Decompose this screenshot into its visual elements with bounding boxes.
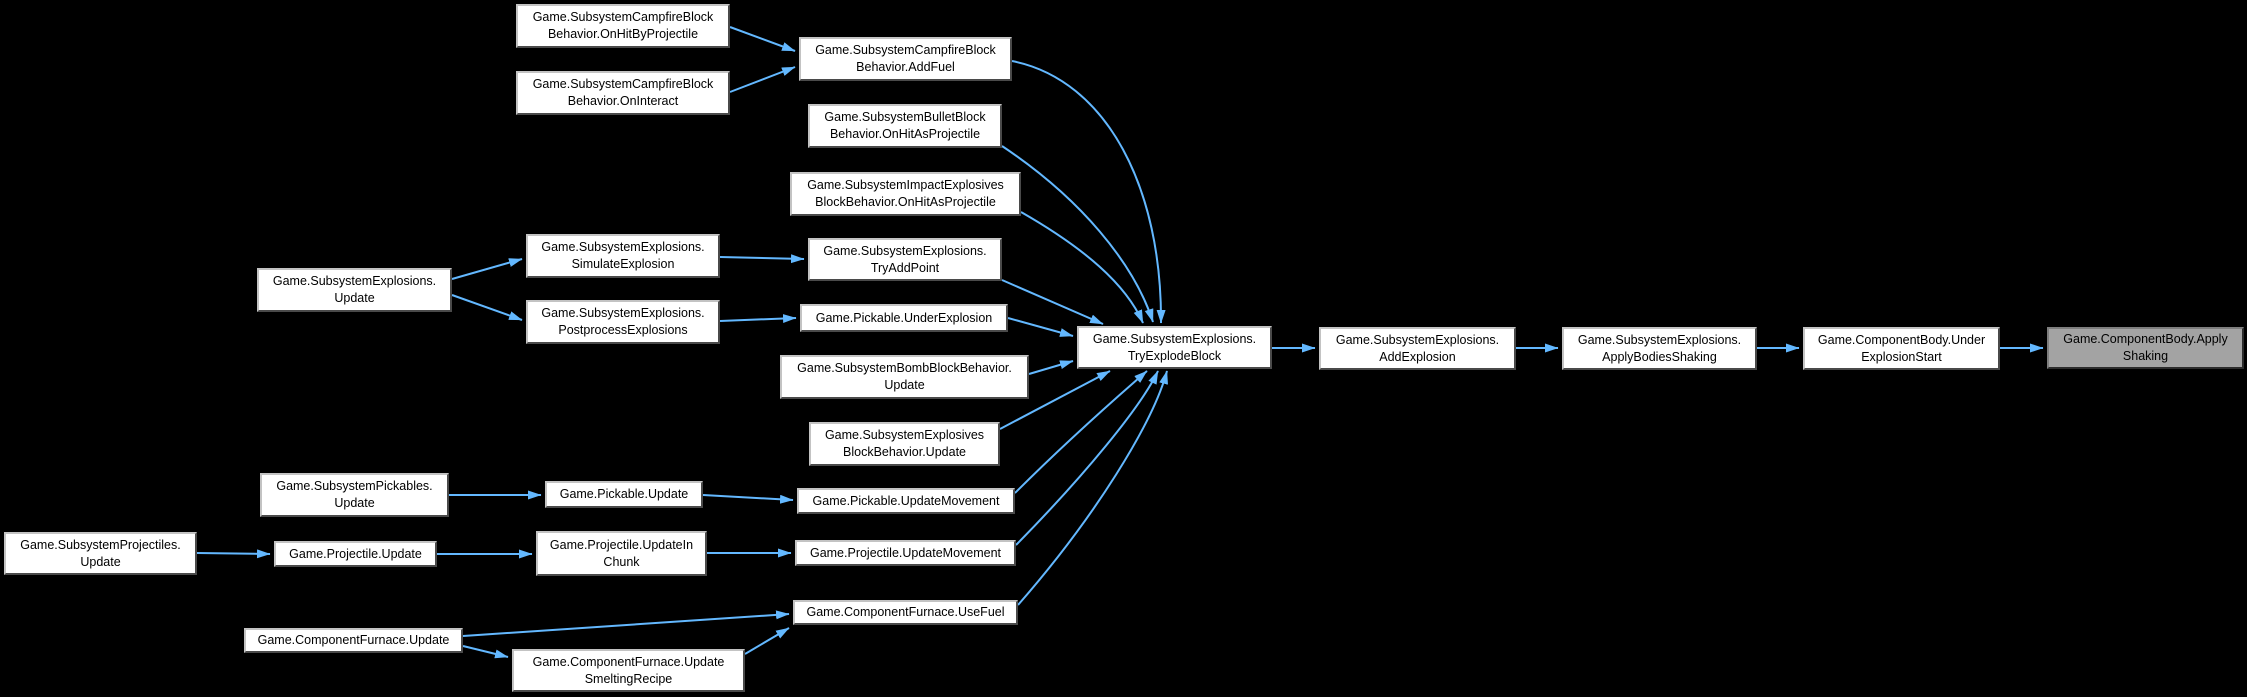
node-label-line: Game.SubsystemBulletBlock [824, 110, 986, 124]
graph-node-explosivesblock-update[interactable] [809, 422, 1000, 466]
edge-campfire-oninteract-to-campfire-addfuel [730, 67, 795, 92]
node-label-line: Chunk [603, 554, 640, 569]
node-label-line: Update [334, 291, 375, 305]
node-label-line: TryAddPoint [870, 260, 940, 275]
edge-pickable-underexplosion-to-try-explode-block [1008, 318, 1073, 336]
node-label-line: Game.SubsystemImpactExplosives [807, 178, 1004, 192]
graph-node-pickables-update[interactable] [260, 473, 449, 517]
graph-node-componentfurnace-usefuel[interactable] [793, 600, 1018, 625]
edge-update-smeltingrecipe-to-componentfurnace-usefuel [745, 628, 789, 654]
node-label-line: Game.SubsystemPickables. [276, 479, 433, 493]
graph-node-try-explode-block[interactable] [1077, 326, 1272, 369]
node-label-line: Game.ComponentFurnace.Update [532, 654, 725, 669]
graph-node-campfire-onhitbyprojectile[interactable] [516, 4, 730, 48]
edge-explosions-update-to-postprocess-explosions [452, 295, 522, 320]
node-label-line: Update [334, 496, 375, 510]
node-label-line: Update [884, 378, 925, 392]
node-label-line: SmeltingRecipe [584, 671, 673, 686]
node-label-line: Behavior.OnHitAsProjectile [829, 127, 981, 141]
graph-node-add-explosion[interactable] [1319, 327, 1516, 370]
node-label-line: Game.Pickable.UnderExplosion [815, 310, 993, 325]
graph-node-projectile-updateinchunk[interactable] [536, 531, 707, 576]
edge-bombblock-update-to-try-explode-block [1029, 361, 1073, 374]
node-label-line: Game.SubsystemProjectiles. [20, 537, 181, 552]
graph-node-campfire-addfuel[interactable] [799, 37, 1012, 81]
node-label-line: ApplyBodiesShaking [1602, 349, 1717, 364]
graph-node-impact-onhitasprojectile[interactable] [790, 172, 1021, 216]
graph-node-projectiles-update[interactable] [4, 532, 197, 575]
edge-campfire-onhitbyprojectile-to-campfire-addfuel [730, 27, 795, 51]
node-label-line: Behavior.OnHitByProjectile [547, 27, 699, 41]
node-label-line: Behavior.OnInteract [567, 94, 679, 108]
graph-node-update-smeltingrecipe[interactable] [512, 649, 745, 692]
graph-node-pickable-updatemovement[interactable] [797, 488, 1015, 514]
node-label-line: Game.Pickable.Update [559, 487, 689, 501]
node-label-line: Game.SubsystemExplosions. [272, 274, 437, 288]
graph-node-pickable-update[interactable] [545, 481, 703, 508]
node-label-line: BlockBehavior.OnHitAsProjectile [815, 195, 996, 209]
graph-node-pickable-underexplosion[interactable] [800, 304, 1008, 332]
node-label-line: Game.SubsystemExplosives [824, 428, 985, 442]
edge-explosions-update-to-simulate-explosion [452, 259, 522, 279]
edge-postprocess-explosions-to-pickable-underexplosion [720, 318, 796, 321]
edge-componentfurnace-update-to-update-smeltingrecipe [463, 646, 508, 657]
graph-node-projectile-updatemovement[interactable] [795, 540, 1016, 566]
node-label-line: Game.SubsystemExplosions. [541, 240, 705, 254]
node-label-line: Game.SubsystemExplosions. [823, 243, 987, 258]
graph-node-campfire-oninteract[interactable] [516, 71, 730, 115]
graph-node-simulate-explosion[interactable] [526, 234, 720, 278]
node-label-line: Shaking [2122, 349, 2169, 363]
edge-componentfurnace-usefuel-to-try-explode-block [1018, 371, 1167, 605]
node-label-line: Game.SubsystemCampfireBlock [532, 10, 714, 24]
node-label-line: Behavior.AddFuel [856, 60, 955, 74]
graph-node-projectile-update[interactable] [274, 541, 437, 567]
graph-node-componentfurnace-update[interactable] [244, 628, 463, 653]
node-label-line: SimulateExplosion [571, 257, 675, 271]
node-label-line: Game.Pickable.UpdateMovement [812, 493, 1000, 508]
node-label-line: TryExplodeBlock [1127, 348, 1222, 363]
edge-try-add-point-to-try-explode-block [1002, 280, 1103, 324]
node-label-line: PostprocessExplosions [558, 323, 688, 337]
graph-node-apply-shaking [2047, 327, 2244, 369]
node-label-line: Game.SubsystemBombBlockBehavior. [797, 361, 1012, 375]
edge-pickable-update-to-pickable-updatemovement [703, 495, 793, 500]
node-label-line: BlockBehavior.Update [843, 445, 966, 459]
node-label-line: Game.ComponentBody.Under [1817, 332, 1986, 347]
node-label-line: Game.SubsystemExplosions. [1577, 332, 1742, 347]
node-label-line: Game.Projectile.UpdateMovement [809, 545, 1002, 560]
node-label-line: Update [80, 554, 121, 569]
graph-node-bombblock-update[interactable] [780, 355, 1029, 399]
node-label-line: Game.SubsystemExplosions. [1092, 331, 1257, 346]
graph-node-postprocess-explosions[interactable] [526, 300, 720, 344]
edge-projectiles-update-to-projectile-update [197, 553, 270, 554]
node-label-line: ExplosionStart [1861, 349, 1942, 364]
node-label-line: Game.ComponentBody.Apply [2063, 332, 2228, 346]
edge-campfire-addfuel-to-try-explode-block [1012, 61, 1161, 323]
graph-node-try-add-point[interactable] [808, 238, 1002, 281]
edge-componentfurnace-update-to-componentfurnace-usefuel [463, 614, 789, 636]
edge-impact-onhitasprojectile-to-try-explode-block [1021, 212, 1143, 323]
node-label-line: Game.ComponentFurnace.Update [257, 633, 450, 647]
node-label-line: AddExplosion [1379, 349, 1456, 364]
node-label-line: Game.Projectile.Update [289, 546, 422, 561]
edge-simulate-explosion-to-try-add-point [720, 257, 804, 259]
edge-bullet-onhitasprojectile-to-try-explode-block [1002, 146, 1153, 322]
node-label-line: Game.SubsystemCampfireBlock [532, 77, 714, 91]
node-label-line: Game.SubsystemExplosions. [541, 306, 705, 320]
graph-node-apply-bodies-shaking[interactable] [1562, 327, 1757, 370]
graph-node-bullet-onhitasprojectile[interactable] [808, 104, 1002, 148]
graph-node-explosions-update[interactable] [257, 268, 452, 312]
node-label-line: Game.SubsystemCampfireBlock [815, 43, 996, 57]
node-label-line: Game.Projectile.UpdateIn [549, 537, 694, 552]
node-label-line: Game.SubsystemExplosions. [1335, 332, 1500, 347]
graph-node-under-explosion-start[interactable] [1803, 327, 2000, 370]
node-label-line: Game.ComponentFurnace.UseFuel [806, 605, 1005, 619]
